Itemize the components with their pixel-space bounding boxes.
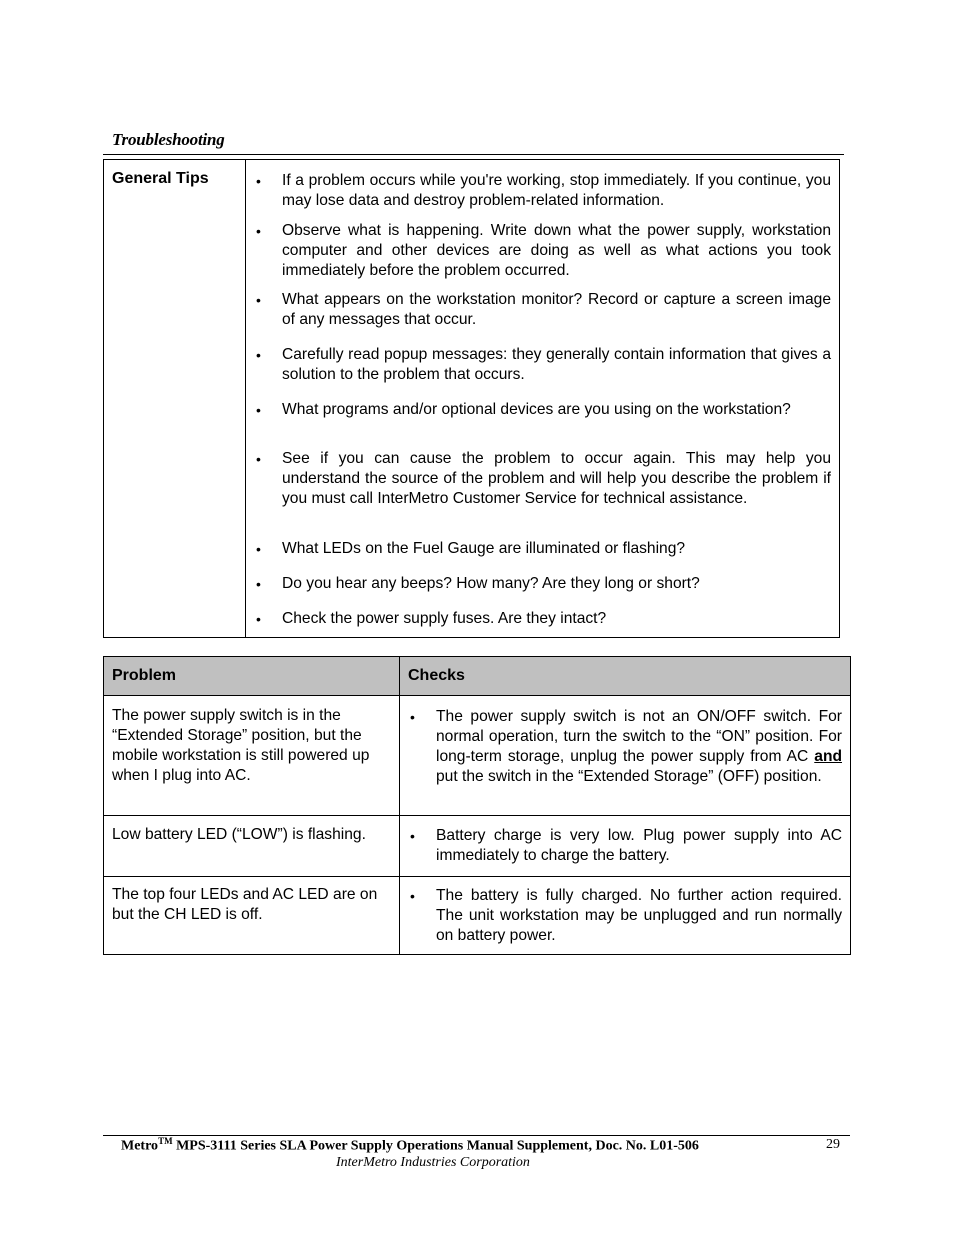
footer-company: InterMetro Industries Corporation [336,1155,530,1170]
problem-cell: The power supply switch is in the “Extended Storage” position, but the mobile workstation is still powered up when I plug into AC. [112,707,370,784]
tip-item: • See if you can cause the problem to occur again. This may help you understand the source of the problem and will help you describe the problem if you must call InterMetro Customer Service for technical assistance. [256,450,831,507]
bullet-icon: • [410,888,415,904]
tip-item: • What LEDs on the Fuel Gauge are illuminated or flashing? [256,540,686,557]
problem-checks-table [103,656,851,955]
bullet-icon: • [256,223,261,239]
row-divider [104,815,850,816]
tip-item: • If a problem occurs while you're working, stop immediately. If you continue, you may lose data and destroy problem-related information. [256,172,831,209]
bullet-icon: • [256,576,261,592]
bullet-icon: • [256,402,261,418]
general-tips-table [103,159,840,638]
tip-item: • Observe what is happening. Write down what the power supply, workstation computer and other devices are doing as well as what actions you took immediately before the problem occurred. [256,222,831,279]
bullet-icon: • [256,173,261,189]
header-problem: Problem [112,667,177,684]
column-divider [399,657,400,954]
problem-cell: Low battery LED (“LOW”) is flashing. [112,826,366,843]
header-checks: Checks [408,667,465,684]
footer-doc-title: Metro™ MPS-3111 Series SLA Power Supply Operations Manual Supplement, Doc. No. L01-506 [121,1136,699,1154]
tip-item: • What programs and/or optional devices are you using on the workstation? [256,401,791,418]
page-number: 29 [826,1137,840,1152]
tip-item: • Carefully read popup messages: they generally contain information that gives a solution to the problem that occurs. [256,346,831,383]
bullet-icon: • [410,828,415,844]
title-rule [103,154,844,155]
problem-cell: The top four LEDs and AC LED are on but the CH LED is off. [112,886,378,923]
section-title: Troubleshooting [112,130,225,149]
bullet-icon: • [256,292,261,308]
bullet-icon: • [256,541,261,557]
table-header [104,657,850,696]
bullet-icon: • [256,347,261,363]
checks-cell: • The power supply switch is not an ON/OFF switch. For normal operation, turn the switch to the “ON” position. For long-term storage, unplug the power supply from AC and put the switch in the “Extended Storage” (OFF) position. [410,708,842,785]
tips-column-divider [245,160,246,637]
tip-item: • What appears on the workstation monitor? Record or capture a screen image of any messages that occur. [256,291,831,328]
checks-cell: • Battery charge is very low. Plug power supply into AC immediately to charge the battery. [410,827,842,864]
bullet-icon: • [256,611,261,627]
bullet-icon: • [410,709,415,725]
trademark-mark: TM [158,1136,173,1146]
tip-item: • Check the power supply fuses. Are they intact? [256,610,607,627]
tip-item: • Do you hear any beeps? How many? Are they long or short? [256,575,700,592]
row-divider [104,876,850,877]
checks-cell: • The battery is fully charged. No further action required. The unit workstation may be unplugged and run normally on battery power. [410,887,842,944]
emphasis-and: and [814,748,842,765]
tips-label: General Tips [112,170,209,187]
bullet-icon: • [256,451,261,467]
